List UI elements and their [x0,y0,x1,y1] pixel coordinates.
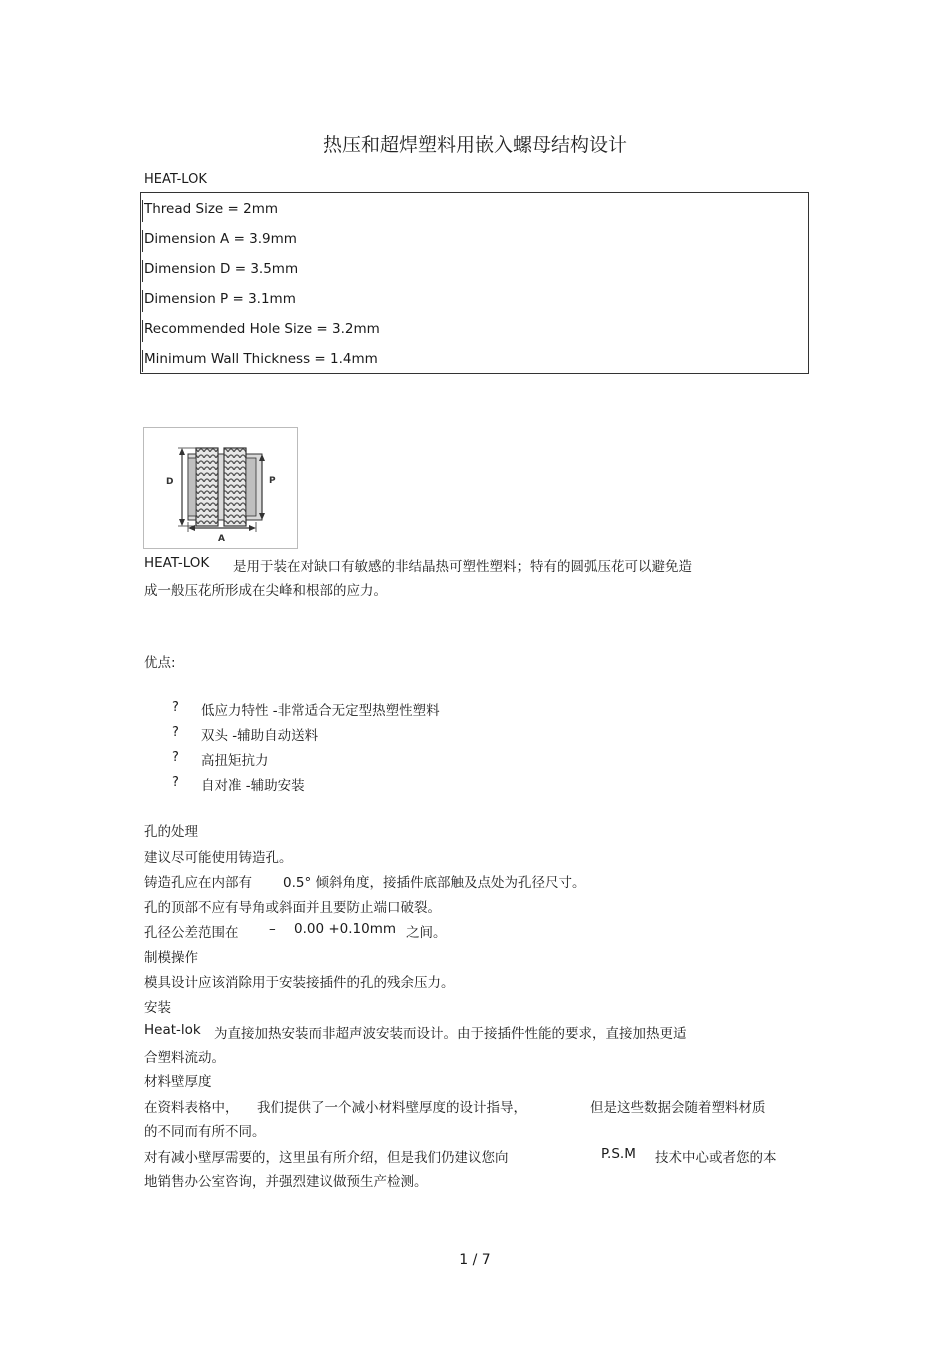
spec-row [141,283,808,313]
wall-line-4: 地销售办公室咨询，并强烈建议做预生产检测。 [144,1174,428,1190]
product-name: HEAT-LOK [144,172,207,187]
wall-heading: 材料壁厚度 [144,1074,212,1090]
spec-dimension-p: Dimension P = 3.1mm [144,291,296,307]
install-line-2: 合塑料流动。 [144,1050,225,1066]
hole-line-4d: 之间。 [406,925,447,941]
wall-line-2: 的不同而有所不同。 [144,1124,266,1140]
wall-line-3b: P.S.M [601,1146,636,1162]
spec-row [141,193,808,223]
hole-line-2a: 铸造孔应在内部有 [144,875,252,891]
hole-line-4a: 孔径公差范围在 [144,925,239,941]
spec-dimension-d: Dimension D = 3.5mm [144,261,299,277]
hole-line-3: 孔的顶部不应有导角或斜面并且要防止端口破裂。 [144,900,441,916]
page-number: 1 / 7 [459,1252,491,1268]
spec-row [141,223,808,253]
spec-thread-size: Thread Size = 2mm [144,201,278,217]
spec-row [141,313,808,343]
bullet-marker: ? [172,725,179,740]
insert-diagram [143,427,298,549]
label-p: P [269,476,276,486]
label-a: A [218,534,225,544]
spec-row [141,343,808,373]
advantage-item: 双头 -辅助自动送料 [201,728,319,744]
hole-line-4c: 0.00 +0.10mm [294,921,397,937]
spec-dimension-a: Dimension A = 3.9mm [144,231,297,247]
hole-heading: 孔的处理 [144,824,198,840]
intro-line-2: 成一般压花所形成在尖峰和根部的应力。 [144,583,387,599]
install-heading: 安装 [144,1000,171,1016]
page-title: 热压和超焊塑料用嵌入螺母结构设计 [322,134,627,156]
intro-term: HEAT-LOK [144,555,210,571]
mold-line-1: 模具设计应该消除用于安装接插件的孔的残余压力。 [144,975,455,991]
hole-line-2b: 0.5° 倾斜角度，接插件底部触及点处为孔径尺寸。 [283,875,586,891]
bullet-marker: ? [172,750,179,765]
hole-line-1: 建议尽可能使用铸造孔。 [144,850,293,866]
spec-row [141,253,808,283]
spec-wall-thickness: Minimum Wall Thickness = 1.4mm [144,351,378,367]
spec-hole-size: Recommended Hole Size = 3.2mm [144,321,380,337]
insert-drawing [144,428,297,548]
wall-line-1b: 我们提供了一个减小材料壁厚度的设计指导， [257,1100,527,1116]
advantage-item: 低应力特性 -非常适合无定型热塑性塑料 [201,703,440,719]
advantages-heading: 优点: [144,655,176,671]
intro-line-1: 是用于装在对缺口有敏感的非结晶热可塑性塑料；特有的圆弧压花可以避免造 [233,559,692,575]
bullet-marker: ? [172,775,179,790]
install-term: Heat-lok [144,1022,201,1038]
bullet-marker: ? [172,700,179,715]
advantage-item: 自对准 -辅助安装 [201,778,305,794]
label-d: D [166,477,174,487]
spec-table [140,192,809,374]
wall-line-1a: 在资料表格中， [144,1100,239,1116]
wall-line-3a: 对有减小壁厚需要的，这里虽有所介绍，但是我们仍建议您向 [144,1150,509,1166]
wall-line-1c: 但是这些数据会随着塑料材质 [590,1100,766,1116]
hole-line-4b: – [269,921,276,937]
mold-heading: 制模操作 [144,950,198,966]
install-line-1: 为直接加热安装而非超声波安装而设计。由于接插件性能的要求，直接加热更适 [214,1026,687,1042]
wall-line-3c: 技术中心或者您的本 [655,1150,777,1166]
advantage-item: 高扭矩抗力 [201,753,269,769]
